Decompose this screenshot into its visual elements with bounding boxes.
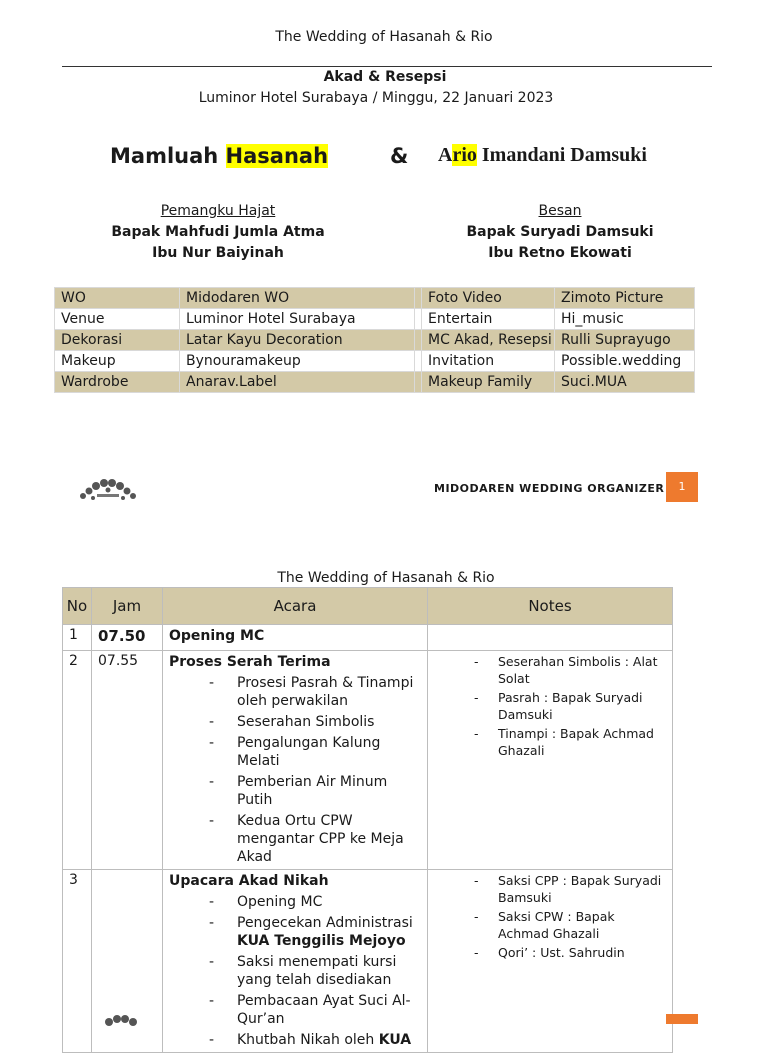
list-item: - Pengalungan Kalung Melati xyxy=(209,734,421,770)
column-header-no: No xyxy=(63,588,92,625)
schedule-row xyxy=(63,651,673,870)
acara-items xyxy=(169,893,421,1049)
vendor-cell: Makeup xyxy=(55,351,180,372)
column-header-jam: Jam xyxy=(92,588,163,625)
list-item: - Pembacaan Ayat Suci Al-Qur’an xyxy=(209,992,421,1028)
vendor-cell: Possible.wedding xyxy=(555,351,695,372)
vendor-gap-cell xyxy=(415,351,422,372)
document-header: The Wedding of Hasanah & Rio xyxy=(275,29,493,45)
vendor-cell: Luminor Hotel Surabaya xyxy=(180,309,415,330)
vendor-cell: Entertain xyxy=(422,309,555,330)
vendor-table xyxy=(54,287,695,393)
schedule-header-row xyxy=(63,588,673,625)
ampersand: & xyxy=(390,144,409,168)
page-number-badge: 1 xyxy=(666,472,698,502)
list-item: - Saksi menempati kursi yang telah disediakan xyxy=(209,953,421,989)
list-item: - Prosesi Pasrah & Tinampi oleh perwakilan xyxy=(209,674,421,710)
vendor-cell: Makeup Family xyxy=(422,372,555,393)
family-right xyxy=(440,201,680,264)
vendor-cell: Rulli Suprayugo xyxy=(555,330,695,351)
acara-title: Upacara Akad Nikah xyxy=(169,873,329,889)
list-item xyxy=(209,914,421,950)
row-acara xyxy=(163,651,428,870)
vendor-gap-cell xyxy=(415,288,422,309)
family-left xyxy=(98,201,338,264)
family-father: Bapak Suryadi Damsuki xyxy=(466,224,654,240)
vendor-cell: Suci.MUA xyxy=(555,372,695,393)
list-item-text: Pengecekan Administrasi xyxy=(237,915,413,931)
acara-items xyxy=(169,674,421,866)
acara-title: Proses Serah Terima xyxy=(169,654,331,670)
schedule-table xyxy=(62,587,673,1053)
vendor-cell: Bynouramakeup xyxy=(180,351,415,372)
vendor-gap-cell xyxy=(415,372,422,393)
family-role: Pemangku Hajat xyxy=(160,203,276,219)
floral-wreath-logo-icon xyxy=(86,1010,156,1040)
vendor-cell: Wardrobe xyxy=(55,372,180,393)
note-item: - Saksi CPW : Bapak Achmad Ghazali xyxy=(474,908,666,942)
row-no: 3 xyxy=(63,870,92,1053)
vendor-gap-cell xyxy=(415,330,422,351)
column-header-notes: Notes xyxy=(428,588,673,625)
note-item: - Pasrah : Bapak Suryadi Damsuki xyxy=(474,689,666,723)
footer-organizer-name: MIDODAREN WEDDING ORGANIZER xyxy=(434,482,665,495)
bride-name xyxy=(110,144,328,168)
list-item: - Kedua Ortu CPW mengantar CPP ke Meja Akad xyxy=(209,812,421,866)
note-item: - Seserahan Simbolis : Alat Solat xyxy=(474,653,666,687)
groom-name-pre: A xyxy=(438,144,453,166)
row-jam: 07.55 xyxy=(92,651,163,870)
list-item: - Pemberian Air Minum Putih xyxy=(209,773,421,809)
vendor-cell: Dekorasi xyxy=(55,330,180,351)
page-number-badge xyxy=(666,1014,698,1024)
row-no: 2 xyxy=(63,651,92,870)
note-item: - Tinampi : Bapak Achmad Ghazali xyxy=(474,725,666,759)
schedule-row xyxy=(63,625,673,651)
vendor-cell: Hi_music xyxy=(555,309,695,330)
groom-name-highlight: rio xyxy=(452,144,477,166)
notes-list xyxy=(434,653,666,759)
list-item-bold: KUA xyxy=(378,1032,412,1048)
row-notes xyxy=(428,625,673,651)
family-mother: Ibu Nur Baiyinah xyxy=(152,245,284,261)
document-header: The Wedding of Hasanah & Rio xyxy=(277,570,495,586)
vendor-cell: WO xyxy=(55,288,180,309)
bride-highlight-name: Hasanah xyxy=(225,144,329,168)
vendor-cell: Invitation xyxy=(422,351,555,372)
family-role: Besan xyxy=(538,203,582,219)
vendor-row xyxy=(55,372,695,393)
vendor-cell: Foto Video xyxy=(422,288,555,309)
row-acara xyxy=(163,870,428,1053)
vendor-cell: Venue xyxy=(55,309,180,330)
row-jam: 07.50 xyxy=(92,625,163,651)
row-notes xyxy=(428,870,673,1053)
vendor-cell: Anarav.Label xyxy=(180,372,415,393)
vendor-cell: MC Akad, Resepsi xyxy=(422,330,555,351)
list-item: - Opening MC xyxy=(209,893,421,911)
note-item: - Saksi CPP : Bapak Suryadi Bamsuki xyxy=(474,872,666,906)
vendor-row xyxy=(55,351,695,372)
vendor-row xyxy=(55,288,695,309)
event-title: Akad & Resepsi xyxy=(323,69,447,85)
list-item: - Seserahan Simbolis xyxy=(209,713,421,731)
groom-name-post: Imandani Damsuki xyxy=(476,144,647,166)
vendor-cell: Midodaren WO xyxy=(180,288,415,309)
list-item-text: Khutbah Nikah oleh xyxy=(237,1032,379,1048)
list-item xyxy=(209,1031,421,1049)
bride-first-name: Mamluah xyxy=(110,144,226,168)
row-notes xyxy=(428,651,673,870)
event-venue: Luminor Hotel Surabaya / Minggu, 22 Januari 2023 xyxy=(198,90,554,106)
family-mother: Ibu Retno Ekowati xyxy=(488,245,632,261)
floral-wreath-logo-icon xyxy=(73,474,143,504)
notes-list xyxy=(434,872,666,961)
groom-name xyxy=(438,144,647,167)
vendor-cell: Latar Kayu Decoration xyxy=(180,330,415,351)
vendor-row xyxy=(55,309,695,330)
row-acara: Opening MC xyxy=(163,625,428,651)
vendor-cell: Zimoto Picture xyxy=(555,288,695,309)
row-no: 1 xyxy=(63,625,92,651)
family-father: Bapak Mahfudi Jumla Atma xyxy=(111,224,325,240)
vendor-gap-cell xyxy=(415,309,422,330)
list-item-bold: KUA Tenggilis Mejoyo xyxy=(237,933,406,949)
column-header-acara: Acara xyxy=(163,588,428,625)
vendor-row xyxy=(55,330,695,351)
note-item: - Qori’ : Ust. Sahrudin xyxy=(474,944,666,961)
header-rule xyxy=(62,66,712,67)
